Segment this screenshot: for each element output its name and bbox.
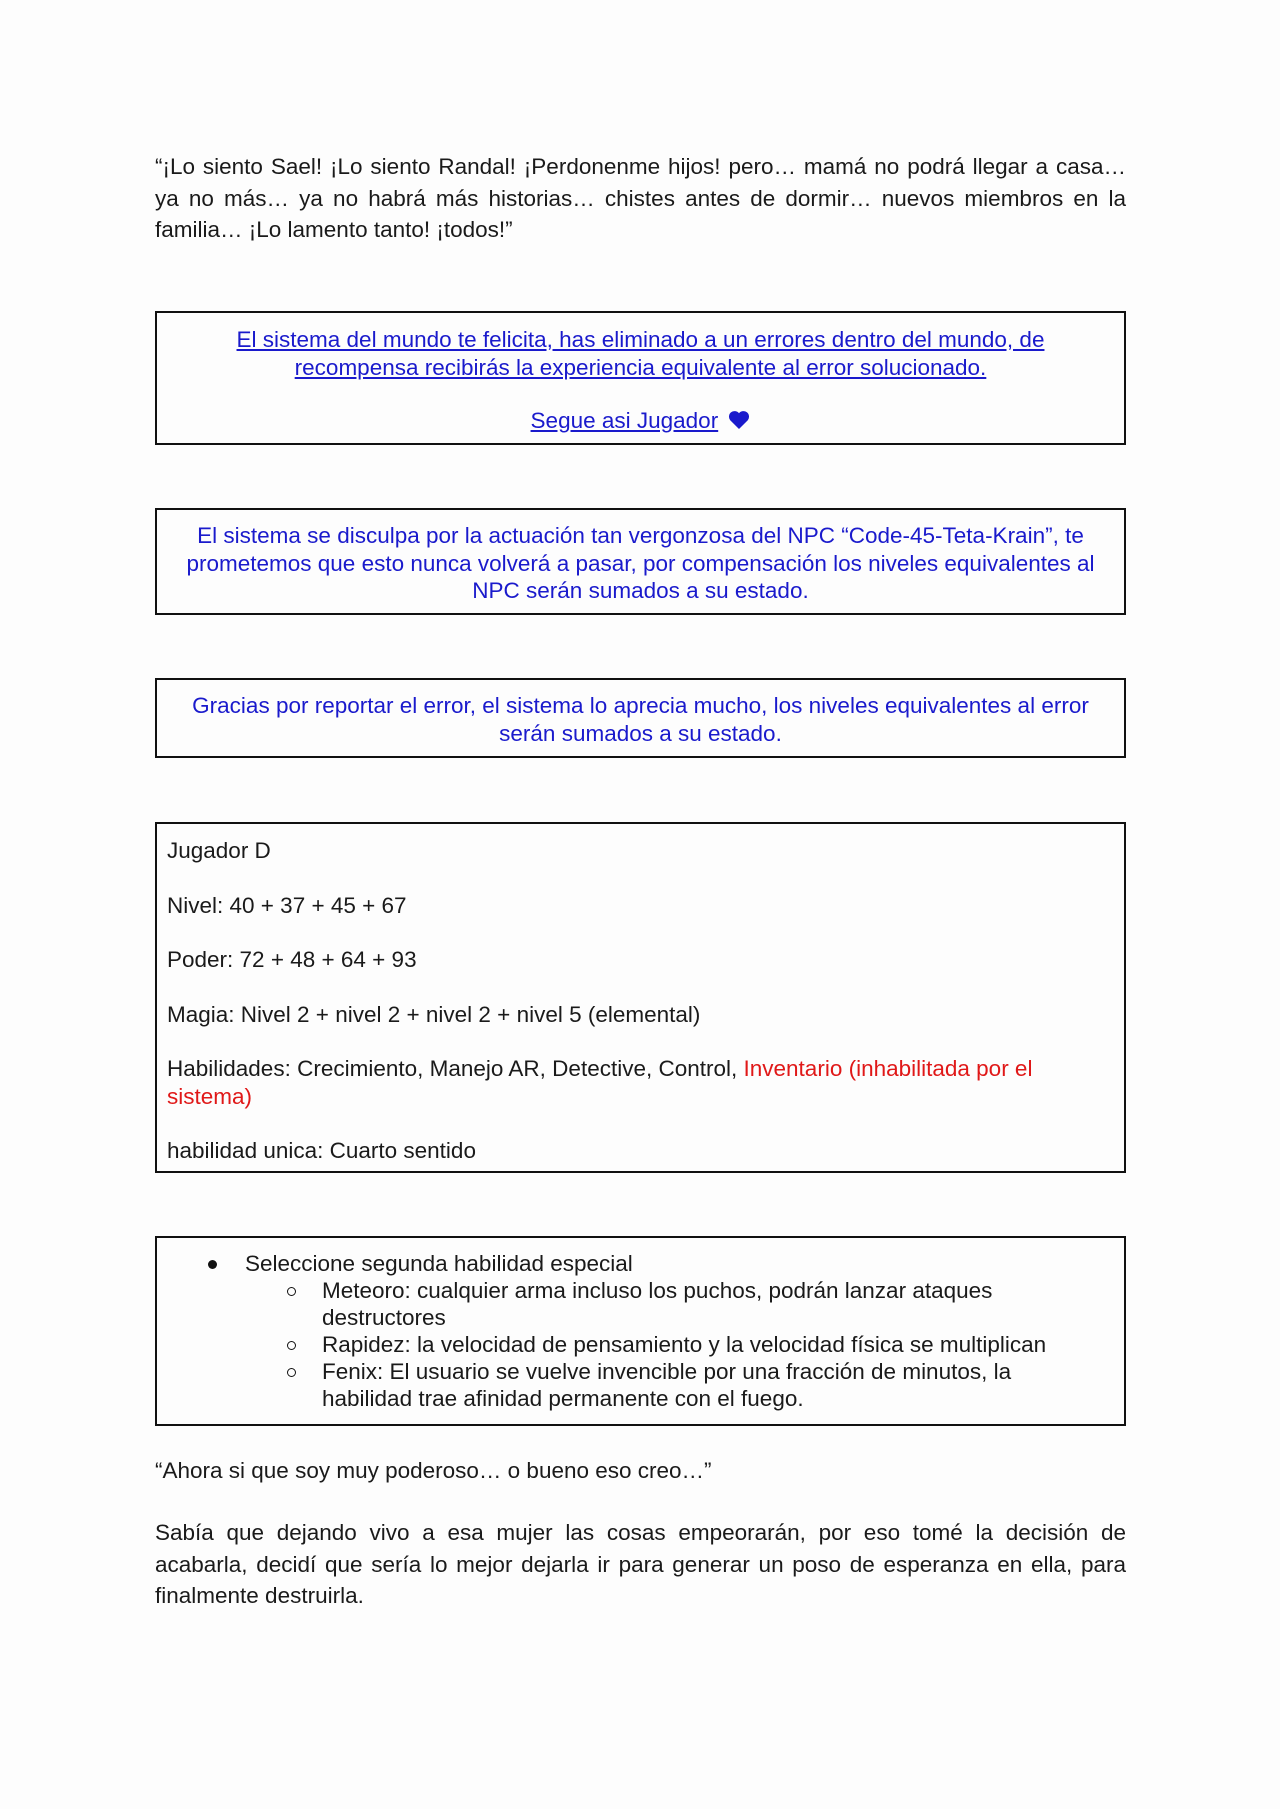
- disabled-skill: Inventario (inhabilitada por el sistema): [167, 1056, 1033, 1109]
- closing-quote: “Ahora si que soy muy poderoso… o bueno eso creo…”: [155, 1458, 712, 1483]
- player-level: Nivel: 40 + 37 + 45 + 67: [167, 892, 407, 918]
- thanks-text: Gracias por reportar el error, el sistema lo aprecia mucho, los niveles equivalentes al error serán sumados a su estado.: [192, 693, 1089, 746]
- skill-select-list: [157, 1250, 1124, 1412]
- skill-select-box: [155, 1236, 1126, 1426]
- unique-skill: habilidad unica: Cuarto sentido: [167, 1138, 476, 1163]
- cheer-link[interactable]: Segue asi Jugador: [530, 408, 719, 433]
- player-name: Jugador D: [167, 838, 271, 863]
- cheer-line: [157, 407, 1124, 437]
- skill-option-meteoro[interactable]: [157, 1277, 1124, 1331]
- player-power: Poder: 72 + 48 + 64 + 93: [167, 947, 417, 972]
- player-status-box: [155, 822, 1126, 1173]
- circle-bullet-icon: [157, 1277, 322, 1331]
- closing-paragraph: Sabía que dejando vivo a esa mujer las cosas empeorarán, por eso tomé la decisión de acabarla, decidí que sería lo mejor dejarla ir para generar un poso de esperanza en ella, para finalmente destruirla.: [155, 1520, 1126, 1608]
- heart-icon: [728, 409, 750, 437]
- skill-option-text: Rapidez: la velocidad de pensamiento y la velocidad física se multiplican: [322, 1332, 1047, 1357]
- player-magic: Magia: Nivel 2 + nivel 2 + nivel 2 + nivel 5 (elemental): [167, 1001, 701, 1027]
- skill-options-group: [157, 1277, 1124, 1412]
- player-skills: [167, 1055, 1084, 1110]
- thanks-system-box: [155, 678, 1126, 758]
- skill-option-rapidez[interactable]: [157, 1331, 1124, 1358]
- apology-system-box: [155, 508, 1126, 615]
- apology-text: El sistema se disculpa por la actuación tan vergonzosa del NPC “Code-45-Teta-Krain”, te prometemos que esto nunca volverá a pasar, por compensación los niveles equivalentes al NPC serán sumados a su estado.: [186, 523, 1095, 603]
- bullet-icon: [157, 1250, 245, 1277]
- skill-options: [157, 1277, 1124, 1412]
- skill-select-heading-item: [157, 1250, 1124, 1277]
- skill-option-text: Meteoro: cualquier arma incluso los puchos, podrán lanzar ataques destructores: [322, 1278, 993, 1330]
- congrats-system-box: [155, 311, 1126, 445]
- congrats-link-line2[interactable]: recompensa recibirás la experiencia equivalente al error solucionado.: [294, 354, 987, 380]
- skill-option-text: Fenix: El usuario se vuelve invencible por una fracción de minutos, la habilidad trae afinidad permanente con el fuego.: [322, 1359, 1012, 1411]
- skill-option-fenix[interactable]: [157, 1358, 1124, 1412]
- circle-bullet-icon: [157, 1358, 322, 1412]
- opening-quote: “¡Lo siento Sael! ¡Lo siento Randal! ¡Perdonenme hijos! pero… mamá no podrá llegar a casa… ya no más… ya no habrá más historias… chistes antes de dormir… nuevos miembros en la familia… ¡Lo lamento tanto! ¡todos!”: [155, 154, 1126, 242]
- congrats-link-line1[interactable]: El sistema del mundo te felicita, has eliminado a un errores dentro del mundo, de: [236, 327, 1045, 352]
- circle-bullet-icon: [157, 1331, 322, 1358]
- skills-list: Habilidades: Crecimiento, Manejo AR, Detective, Control,: [167, 1056, 744, 1081]
- congrats-text: [157, 326, 1124, 381]
- skill-select-heading: Seleccione segunda habilidad especial: [245, 1251, 633, 1276]
